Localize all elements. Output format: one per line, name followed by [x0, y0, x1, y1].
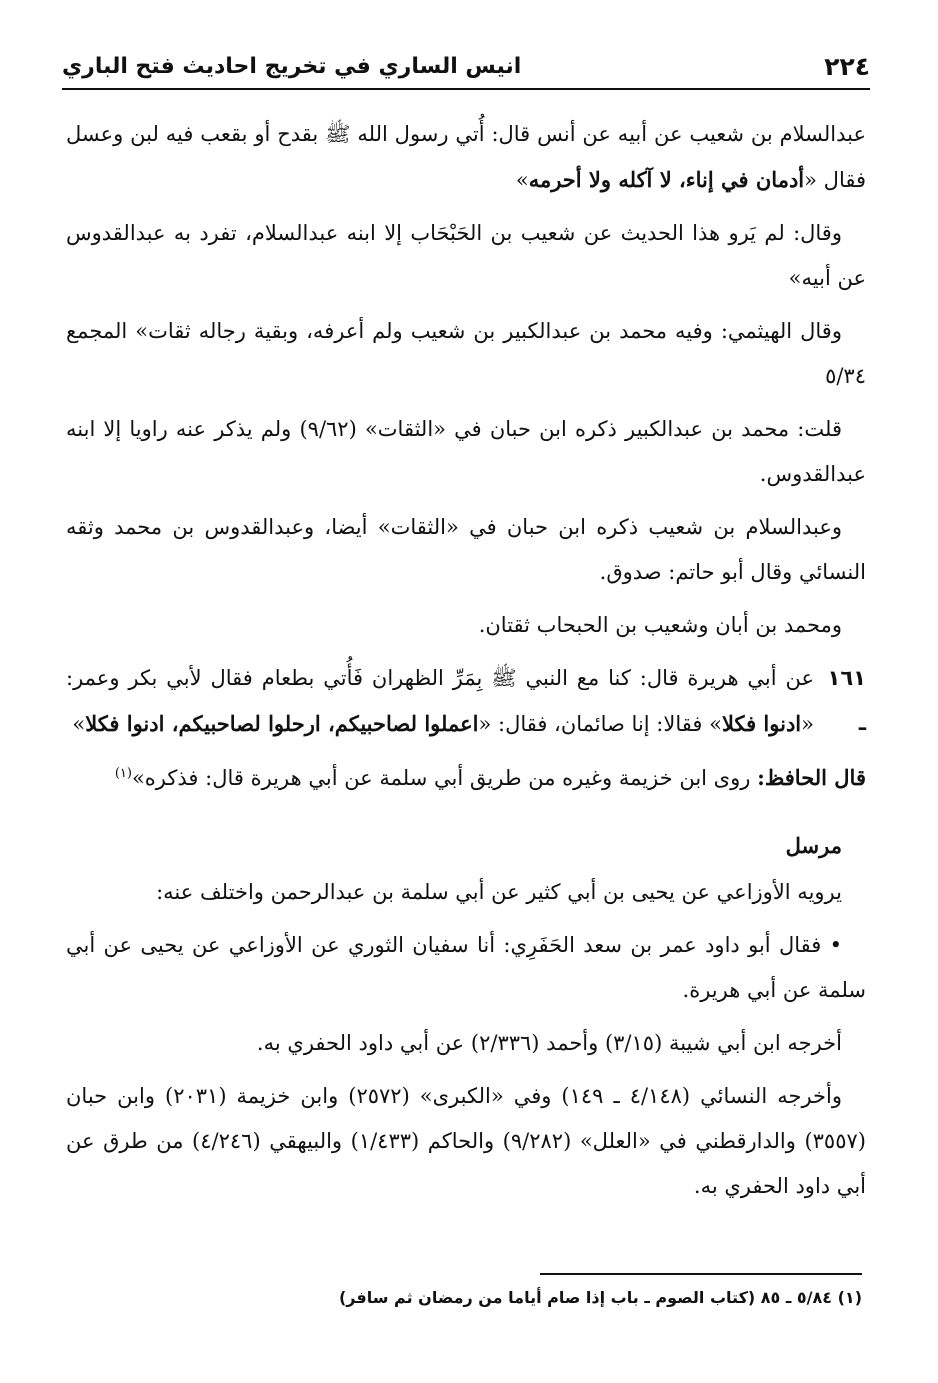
hadith-bold-2: اعملوا لصاحبيكم، ارحلوا لصاحبيكم، ادنوا فكلا [85, 711, 479, 736]
page-body [66, 112, 866, 1217]
page-header [62, 50, 870, 90]
footnote-ref: (١) [114, 766, 132, 781]
hadith-text [66, 656, 814, 747]
bullet-item: • فقال أبو داود عمر بن سعد الحَفَرِي: أنا سفيان الثوري عن الأوزاعي عن يحيى عن أبي سلمة عن أبي هريرة. [66, 933, 866, 1002]
hadith-text-start: عن أبي هريرة قال: كنا مع النبي ﷺ بِمَرِّ الظهران فَأُتي بطعام فقال لأبي بكر وعمر: « [66, 666, 814, 736]
footnote-divider [540, 1273, 862, 1275]
hadith-bold-1: ادنوا فكلا [721, 711, 802, 736]
paragraph-6: ومحمد بن أبان وشعيب بن الحبحاب ثقتان. [478, 613, 842, 637]
paragraph-1-bold: أدمان في إناء، لا آكله ولا أحرمه [528, 167, 805, 192]
page-number: ٢٢٤ [824, 52, 870, 81]
takhrij-2: وأخرجه النسائي (٤/١٤٨ ـ ١٤٩) وفي «الكبرى» (٢٥٧٢) وابن خزيمة (٢٠٣١) وابن حبان (٣٥٥٧) والدارقطني في «العلل» (٩/٢٨٢) والحاكم (١/٤٣٣) والبيهقي (٤/٢٤٦) من طرق عن أبي داود الحفري به. [66, 1084, 866, 1198]
hafiz-text: روى ابن خزيمة وغيره من طريق أبي سلمة عن أبي هريرة قال: فذكره» [131, 766, 751, 790]
hadith-text-mid: » فقالا: إنا صائمان، فقال: « [478, 712, 722, 736]
paragraph-1 [66, 112, 866, 203]
section-title: مرسل [785, 833, 842, 858]
footnote: (١) ٥/٨٤ ـ ٨٥ (كتاب الصوم ـ باب إذا صام أياما من رمضان ثم سافر) [338, 1288, 862, 1307]
hadith-text-end: » [72, 712, 86, 736]
takhrij-1: أخرجه ابن أبي شيبة (٣/١٥) وأحمد (٢/٣٣٦) عن أبي داود الحفري به. [256, 1031, 842, 1055]
section-intro: يرويه الأوزاعي عن يحيى بن أبي كثير عن أبي سلمة بن عبدالرحمن واختلف عنه: [156, 880, 842, 904]
paragraph-1-end: » [515, 168, 529, 192]
paragraph-2: وقال: لم يَرو هذا الحديث عن شعيب بن الحَبْحَاب إلا ابنه عبدالسلام، تفرد به عبدالقدوس عن أبيه» [66, 221, 866, 290]
hadith-161 [66, 656, 866, 747]
paragraph-3: وقال الهيثمي: وفيه محمد بن عبدالكبير بن شعيب ولم أعرفه، وبقية رجاله ثقات» المجمع ٥/٣٤ [66, 319, 866, 388]
hafiz-label: قال الحافظ: [757, 765, 866, 790]
paragraph-1-text: عبدالسلام بن شعيب عن أبيه عن أنس قال: أُتي رسول الله ﷺ بقدح أو بقعب فيه لبن وعسل فقال « [66, 122, 866, 192]
hafiz-paragraph [66, 755, 866, 801]
running-title: انيس الساري في تخريج احاديث فتح الباري [62, 54, 522, 79]
paragraph-5: وعبدالسلام بن شعيب ذكره ابن حبان في «الثقات» أيضا، وعبدالقدوس بن محمد وثقه النسائي وقال أبو حاتم: صدوق. [66, 515, 866, 584]
hadith-number: ١٦١ ـ [827, 666, 866, 735]
paragraph-4: قلت: محمد بن عبدالكبير ذكره ابن حبان في «الثقات» (٩/٦٢) ولم يذكر عنه راويا إلا ابنه عبدالقدوس. [66, 417, 866, 486]
